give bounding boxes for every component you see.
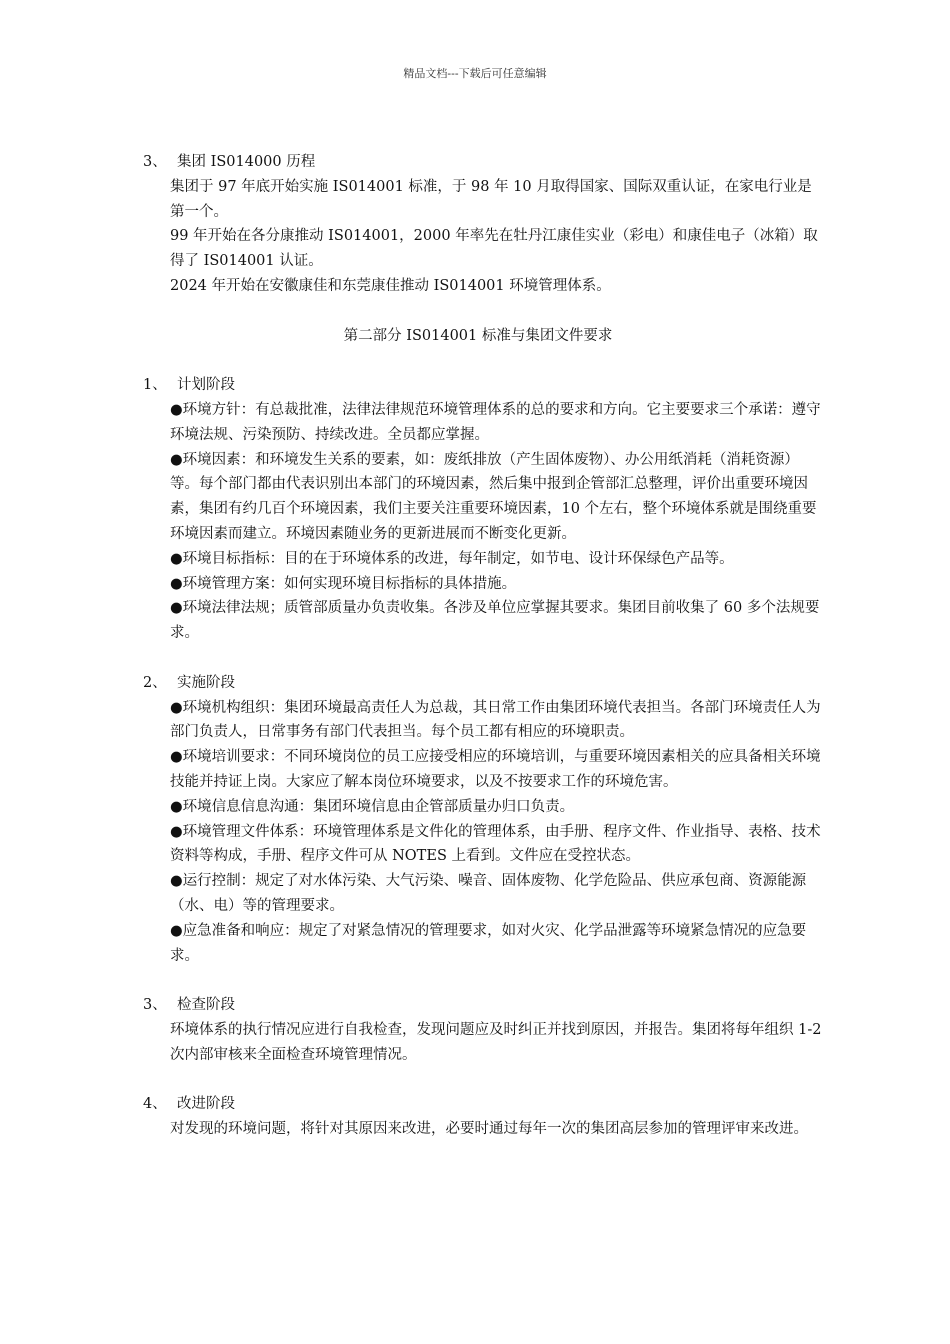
section-title: 实施阶段 bbox=[177, 674, 235, 691]
bullet-item: ●应急准备和响应：规定了对紧急情况的管理要求，如对火灾、化学品泄露等环境紧急情况的应急要求。 bbox=[170, 922, 807, 964]
section-heading-improve bbox=[143, 1092, 823, 1117]
part-two-title: 第二部分 IS014001 标准与集团文件要求 bbox=[343, 327, 613, 344]
section-number: 3、 bbox=[143, 997, 167, 1014]
page-header: 精品文档---下载后可任意编辑 bbox=[403, 67, 547, 80]
document-body bbox=[143, 150, 823, 1142]
section-number: 2、 bbox=[143, 674, 167, 691]
section-heading-implement bbox=[143, 671, 823, 696]
paragraph: 环境体系的执行情况应进行自我检查，发现问题应及时纠正并找到原因，并报告。集团将每年组织 1-2 次内部审核来全面检查环境管理情况。 bbox=[170, 1021, 822, 1063]
bullet-item: ●环境方针：有总裁批准，法律法律规范环境管理体系的总的要求和方向。它主要要求三个承诺：遵守环境法规、污染预防、持续改进。全员都应掌握。 bbox=[170, 401, 821, 443]
section-title: 检查阶段 bbox=[177, 997, 235, 1014]
section-heading-check bbox=[143, 993, 823, 1018]
bullet-item: ●环境培训要求：不同环境岗位的员工应接受相应的环境培训，与重要环境因素相关的应具备相关环境技能并持证上岗。大家应了解本岗位环境要求，以及不按要求工作的环境危害。 bbox=[170, 749, 821, 790]
section-number: 1、 bbox=[143, 377, 167, 394]
section-title: 改进阶段 bbox=[177, 1096, 235, 1113]
section-title: 集团 IS014000 历程 bbox=[177, 154, 316, 170]
section-heading-plan bbox=[143, 373, 823, 398]
paragraph: 集团于 97 年底开始实施 IS014001 标准，于 98 年 10 月取得国家、国际双重认证，在家电行业是第一个。 bbox=[170, 178, 812, 220]
bullet-item: ●环境信息信息沟通：集团环境信息由企管部质量办归口负责。 bbox=[170, 798, 575, 815]
bullet-item: ●运行控制：规定了对水体污染、大气污染、噪音、固体废物、化学危险品、供应承包商、资源能源（水、电）等的管理要求。 bbox=[170, 873, 807, 914]
bullet-item: ●环境机构组织：集团环境最高责任人为总裁，其日常工作由集团环境代表担当。各部门环境责任人为部门负责人，日常事务有部门代表担当。每个员工都有相应的环境职责。 bbox=[170, 699, 821, 741]
bullet-item: ●环境法律法规；质管部质量办负责收集。各涉及单位应掌握其要求。集团目前收集了 60 多个法规要求。 bbox=[170, 600, 820, 642]
bullet-item: ●环境管理方案：如何实现环境目标指标的具体措施。 bbox=[170, 575, 517, 592]
section-heading-iso-history bbox=[143, 150, 823, 175]
bullet-item: ●环境目标指标：目的在于环境体系的改进，每年制定，如节电、设计环保绿色产品等。 bbox=[170, 550, 734, 567]
section-number: 3、 bbox=[143, 154, 167, 170]
paragraph: 2024 年开始在安徽康佳和东莞康佳推动 IS014001 环境管理体系。 bbox=[170, 277, 611, 294]
bullet-item: ●环境管理文件体系：环境管理体系是文件化的管理体系，由手册、程序文件、作业指导、表格、技术资料等构成，手册、程序文件可从 NOTES 上看到。文件应在受控状态。 bbox=[170, 823, 821, 865]
section-number: 4、 bbox=[143, 1096, 167, 1113]
section-title: 计划阶段 bbox=[177, 377, 235, 394]
paragraph: 对发现的环境问题，将针对其原因来改进，必要时通过每年一次的集团高层参加的管理评审来改进。 bbox=[170, 1121, 808, 1138]
paragraph: 99 年开始在各分康推动 IS014001，2000 年率先在牡丹江康佳实业（彩电）和康佳电子（冰箱）取得了 IS014001 认证。 bbox=[170, 228, 818, 270]
bullet-item: ●环境因素：和环境发生关系的要素，如：废纸排放（产生固体废物）、办公用纸消耗（消耗资源）等。每个部门都由代表识别出本部门的环境因素，然后集中报到企管部汇总整理，评价出重要环境因素，集团有约几百个环境因素，我们主要关注重要环境因素，10 个左右，整个环境体系就是围绕重要环境因素而建立。环境因素随业务的更新进展而不断变化更新。 bbox=[170, 451, 817, 542]
